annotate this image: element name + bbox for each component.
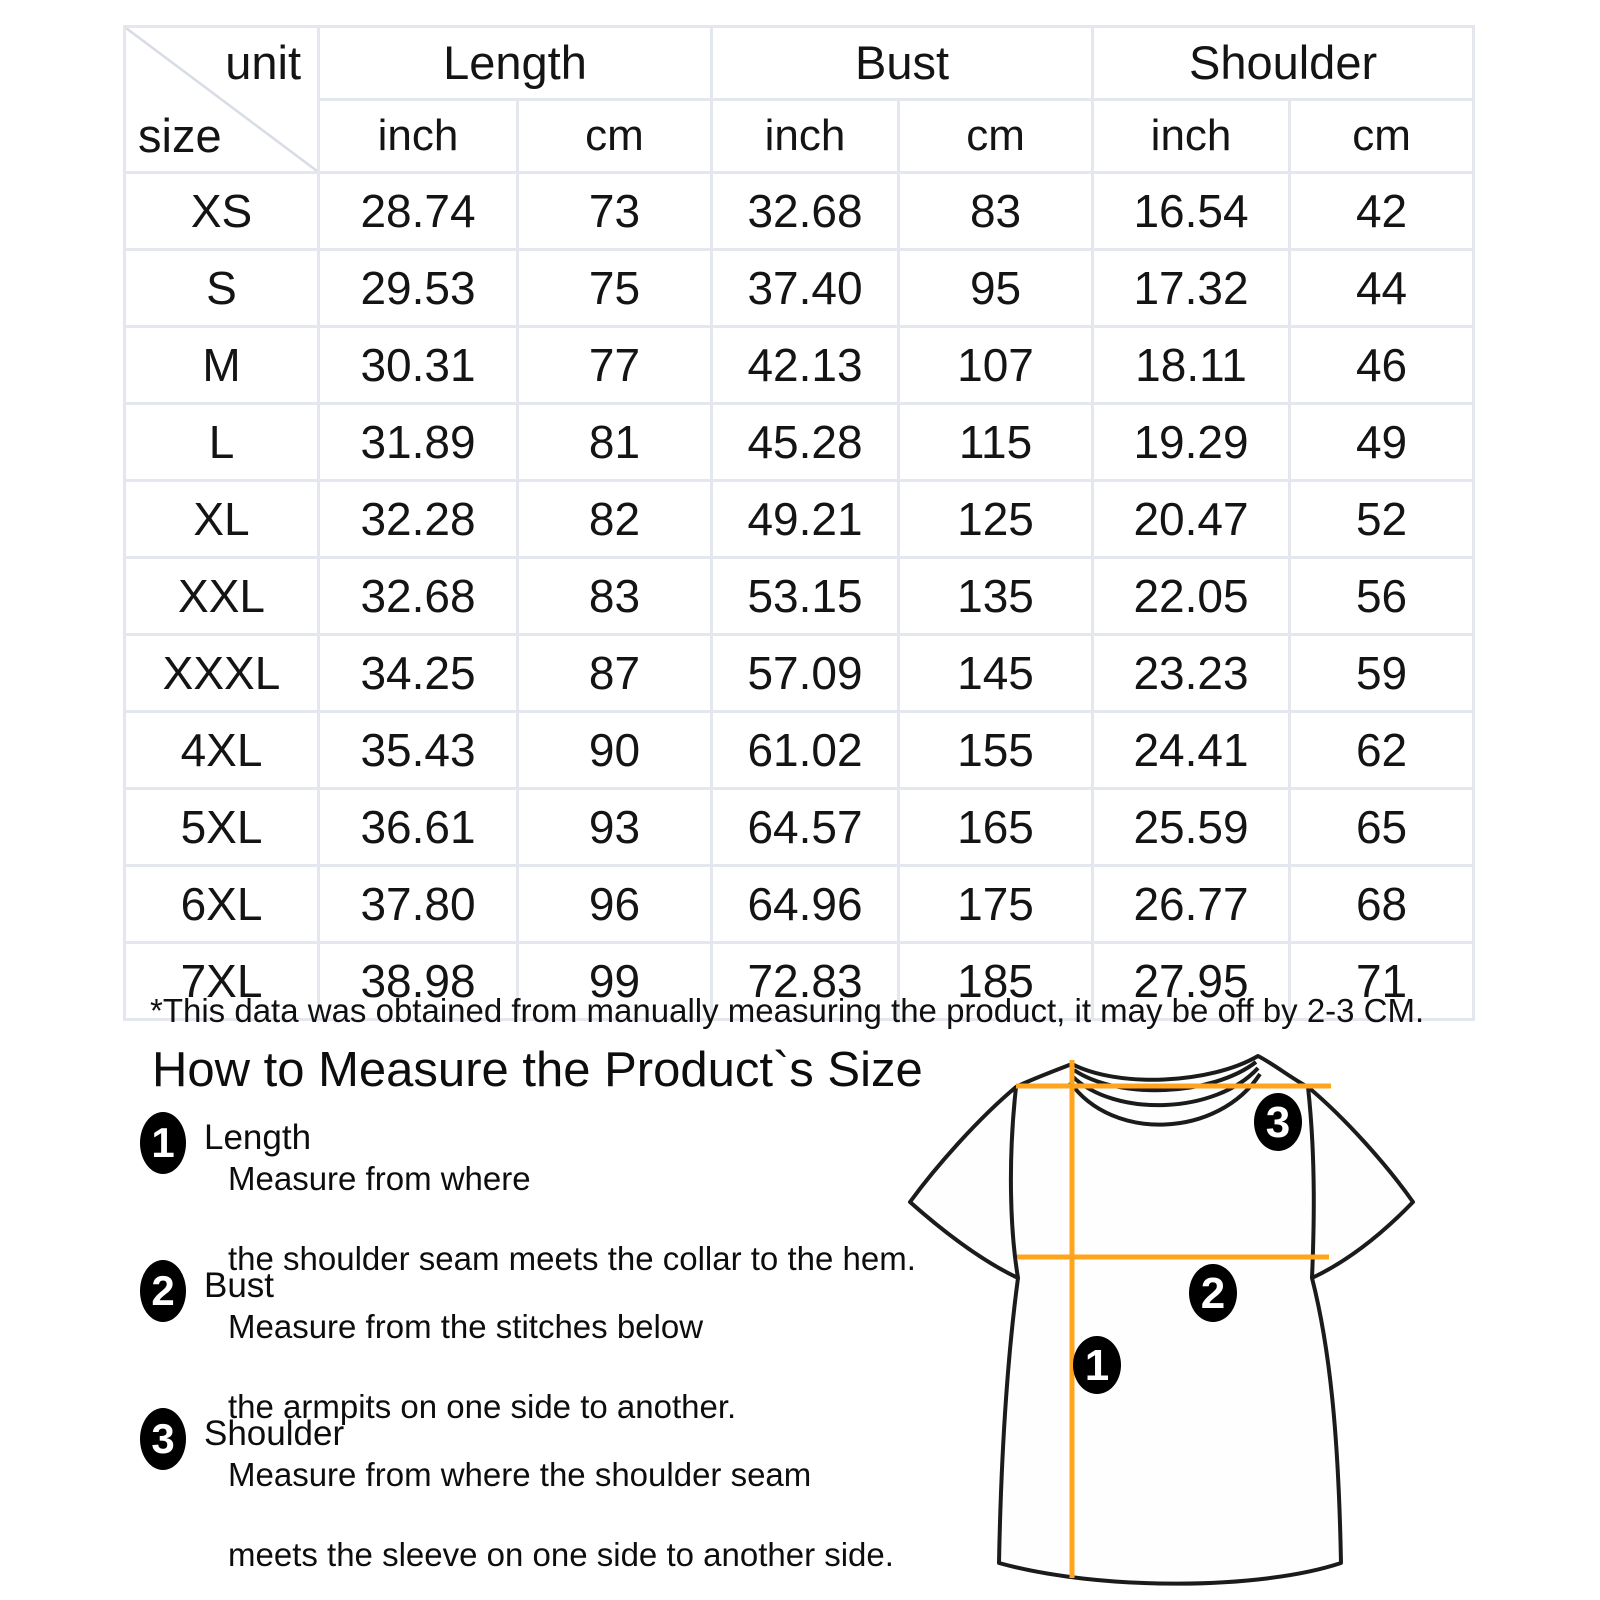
measurement-value: 52: [1290, 481, 1474, 558]
size-table-body: [125, 173, 1474, 1020]
measurement-value: 57.09: [712, 635, 899, 712]
measurement-value: 38.98: [319, 943, 518, 1020]
table-row: [125, 789, 1474, 866]
number-badge-3: 3: [140, 1408, 186, 1470]
measurement-value: 28.74: [319, 173, 518, 250]
table-row: [125, 635, 1474, 712]
measurement-value: 37.40: [712, 250, 899, 327]
measurement-value: 32.68: [319, 558, 518, 635]
unit-header-bust-cm: cm: [899, 100, 1093, 173]
howto-line: meets the sleeve on one side to another side.: [228, 1536, 894, 1573]
corner-unit-label: unit: [225, 36, 301, 89]
measurement-value: 72.83: [712, 943, 899, 1020]
table-header-row: [125, 27, 1474, 100]
measurement-value: 64.96: [712, 866, 899, 943]
measurement-value: 87: [518, 635, 712, 712]
measurement-value: 49.21: [712, 481, 899, 558]
number-badge-1: 1: [140, 1112, 186, 1174]
measurement-value: 145: [899, 635, 1093, 712]
table-row: [125, 558, 1474, 635]
measurement-value: 62: [1290, 712, 1474, 789]
measurement-value: 82: [518, 481, 712, 558]
unit-header-length-inch: inch: [319, 100, 518, 173]
measurement-value: 115: [899, 404, 1093, 481]
measurement-value: 34.25: [319, 635, 518, 712]
measurement-value: 95: [899, 250, 1093, 327]
tshirt-diagram: [860, 1030, 1420, 1590]
measurement-value: 96: [518, 866, 712, 943]
howto-line: Measure from where the shoulder seam: [228, 1456, 812, 1493]
size-label: XXL: [125, 558, 319, 635]
measurement-value: 27.95: [1093, 943, 1290, 1020]
unit-header-bust-inch: inch: [712, 100, 899, 173]
measurement-value: 32.28: [319, 481, 518, 558]
table-row: [125, 250, 1474, 327]
table-row: [125, 712, 1474, 789]
measurement-value: 44: [1290, 250, 1474, 327]
howto-line: the shoulder seam meets the collar to the hem.: [228, 1240, 916, 1277]
measurement-value: 16.54: [1093, 173, 1290, 250]
howto-title-shoulder: Shoulder: [204, 1414, 345, 1453]
measurement-value: 53.15: [712, 558, 899, 635]
measurement-value: 56: [1290, 558, 1474, 635]
measurement-value: 18.11: [1093, 327, 1290, 404]
measurement-value: 155: [899, 712, 1093, 789]
measurement-value: 73: [518, 173, 712, 250]
measurement-value: 81: [518, 404, 712, 481]
measurement-value: 32.68: [712, 173, 899, 250]
disclaimer-note: *This data was obtained from manually measuring the product, it may be off by 2-3 CM.: [150, 992, 1425, 1029]
measurement-value: 42.13: [712, 327, 899, 404]
unit-header-row: [125, 100, 1474, 173]
size-label: 6XL: [125, 866, 319, 943]
measurement-value: 35.43: [319, 712, 518, 789]
column-group-bust: Bust: [712, 27, 1093, 100]
measurement-value: 175: [899, 866, 1093, 943]
measurement-value: 19.29: [1093, 404, 1290, 481]
size-label: S: [125, 250, 319, 327]
howto-line: Measure from the stitches below: [228, 1308, 704, 1345]
howto-title-length: Length: [204, 1118, 312, 1157]
corner-size-label: size: [138, 109, 222, 163]
measurement-value: 26.77: [1093, 866, 1290, 943]
measurement-value: 17.32: [1093, 250, 1290, 327]
measurement-value: 61.02: [712, 712, 899, 789]
measurement-value: 30.31: [319, 327, 518, 404]
marker-3-label: 3: [1265, 1098, 1291, 1147]
measurement-value: 22.05: [1093, 558, 1290, 635]
measurement-value: 20.47: [1093, 481, 1290, 558]
measurement-value: 45.28: [712, 404, 899, 481]
measurement-value: 24.41: [1093, 712, 1290, 789]
measurement-value: 59: [1290, 635, 1474, 712]
column-group-length: Length: [319, 27, 712, 100]
number-badge-2: 2: [140, 1260, 186, 1322]
size-label: XXXL: [125, 635, 319, 712]
table-row: [125, 404, 1474, 481]
measurement-value: 71: [1290, 943, 1474, 1020]
measurement-value: 99: [518, 943, 712, 1020]
measurement-value: 135: [899, 558, 1093, 635]
measurement-value: 65: [1290, 789, 1474, 866]
measurement-value: 107: [899, 327, 1093, 404]
measurement-value: 46: [1290, 327, 1474, 404]
measurement-value: 25.59: [1093, 789, 1290, 866]
measurement-value: 23.23: [1093, 635, 1290, 712]
measurement-value: 77: [518, 327, 712, 404]
howto-line: Measure from where: [228, 1160, 531, 1197]
howto-title-bust: Bust: [204, 1266, 275, 1305]
how-to-heading: How to Measure the Product`s Size: [152, 1043, 923, 1097]
measurement-value: 29.53: [319, 250, 518, 327]
table-row: [125, 327, 1474, 404]
marker-3: [1254, 1093, 1302, 1151]
size-label: 4XL: [125, 712, 319, 789]
measurement-value: 83: [518, 558, 712, 635]
size-label: XL: [125, 481, 319, 558]
measurement-value: 49: [1290, 404, 1474, 481]
marker-2-label: 2: [1200, 1269, 1226, 1318]
corner-cell: [125, 27, 319, 173]
measurement-value: 90: [518, 712, 712, 789]
measurement-value: 75: [518, 250, 712, 327]
measurement-value: 83: [899, 173, 1093, 250]
size-label: 7XL: [125, 943, 319, 1020]
measurement-value: 37.80: [319, 866, 518, 943]
measurement-value: 36.61: [319, 789, 518, 866]
measurement-value: 185: [899, 943, 1093, 1020]
marker-1: [1073, 1336, 1121, 1394]
size-table: [123, 25, 1475, 1021]
measurement-value: 125: [899, 481, 1093, 558]
unit-header-shoulder-inch: inch: [1093, 100, 1290, 173]
size-label: L: [125, 404, 319, 481]
table-row: [125, 173, 1474, 250]
marker-2: [1189, 1264, 1237, 1322]
measurement-value: 68: [1290, 866, 1474, 943]
unit-header-shoulder-cm: cm: [1290, 100, 1474, 173]
marker-1-label: 1: [1084, 1341, 1110, 1390]
measurement-value: 64.57: [712, 789, 899, 866]
tshirt-outline: [910, 1056, 1413, 1584]
measurement-value: 31.89: [319, 404, 518, 481]
howto-line: the armpits on one side to another.: [228, 1388, 737, 1425]
unit-header-length-cm: cm: [518, 100, 712, 173]
size-label: 5XL: [125, 789, 319, 866]
table-row: [125, 481, 1474, 558]
table-row: [125, 866, 1474, 943]
measurement-value: 42: [1290, 173, 1474, 250]
size-label: M: [125, 327, 319, 404]
measurement-value: 93: [518, 789, 712, 866]
size-label: XS: [125, 173, 319, 250]
column-group-shoulder: Shoulder: [1093, 27, 1474, 100]
measurement-value: 165: [899, 789, 1093, 866]
